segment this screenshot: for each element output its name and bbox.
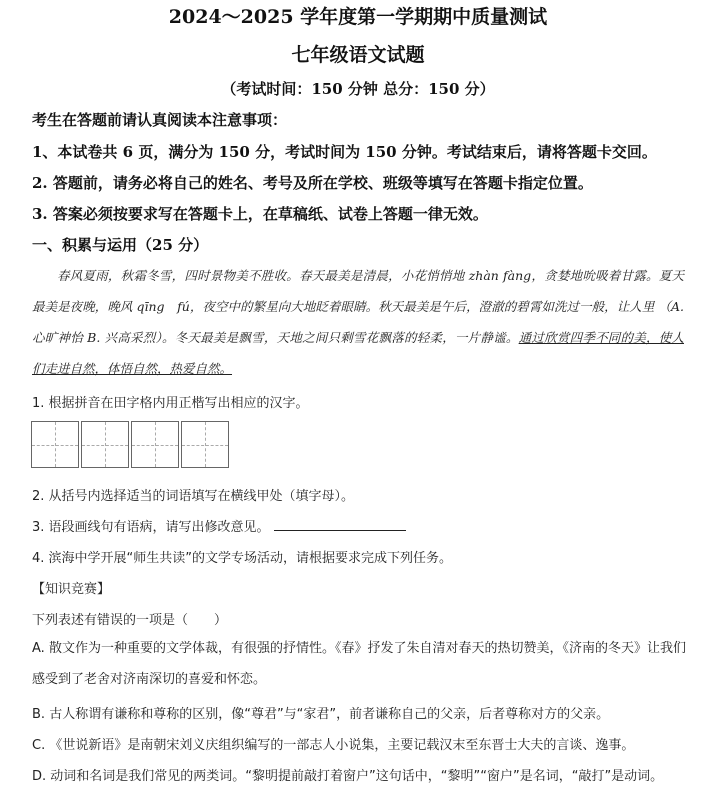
reading-passage (32, 260, 684, 384)
tianzige-cell[interactable] (31, 421, 79, 468)
passage-text: 春风夏雨，秋霜冬雪，四时景物美不胜收。春天最美是清晨，小花悄悄地 zhàn fàng，贪婪地吮吸着甘露。夏天最美是夜晚，晚风 qīng fú，夜空中的繁星向大地眨着眼睛。秋天最美是午后，澄澈的碧霄如洗过一般，让人里 （A. 心旷神怡 B. 兴高采烈）。冬天最美是飘雪，天地之间只剩雪花飘落的轻柔，一片静谧。 (32, 268, 684, 345)
question-1: 1. 根据拼音在田字格内用正楷写出相应的汉字。 (32, 396, 309, 411)
question-2: 2. 从括号内选择适当的词语填写在横线甲处（填字母）。 (32, 489, 355, 504)
option-label: A. (32, 641, 45, 656)
tianzige-cell[interactable] (181, 421, 229, 468)
question-3: 3. 语段画线句有语病，请写出修改意见。 (32, 520, 270, 535)
section-title: 一、积累与运用（25 分） (32, 236, 209, 254)
option-b (32, 699, 687, 730)
answer-blank[interactable] (274, 518, 406, 531)
exam-info: （考试时间：150 分钟 总分：150 分） (221, 80, 495, 98)
option-a (32, 633, 687, 695)
option-d (32, 761, 687, 792)
option-text: 《世说新语》是南朝宋刘义庆组织编写的一部志人小说集，主要记载汉末至东晋士大夫的言谈、逸事。 (49, 738, 635, 753)
grade-title: 七年级语文试题 (291, 44, 425, 66)
option-label: D. (32, 769, 47, 784)
option-text: 动词和名词是我们常见的两类词。“黎明提前敲打着窗户”这句话中，“黎明”“窗户”是名词，“敲打”是动词。 (50, 769, 664, 784)
knowledge-tag: 【知识竞赛】 (32, 582, 111, 597)
option-text: 古人称谓有谦称和尊称的区别，像“尊君”与“家君”，前者谦称自己的父亲，后者尊称对方的父亲。 (49, 707, 610, 722)
tianzige-cell[interactable] (131, 421, 179, 468)
question-4: 4. 滨海中学开展“师生共读”的文学专场活动，请根据要求完成下列任务。 (32, 551, 453, 566)
passage-underlined-sentence: 通过欣赏四季不同的美，使人们走进自然，体悟自然，热爱自然。 (32, 330, 684, 376)
notice-item-2: 2. 答题前，请务必将自己的姓名、考号及所在学校、班级等填写在答题卡指定位置。 (32, 174, 593, 192)
tianzige-cell[interactable] (81, 421, 129, 468)
option-label: C. (32, 738, 46, 753)
tianzige-grid (31, 421, 231, 469)
question-3-row (32, 516, 406, 535)
notice-item-1: 1、本试卷共 6 页，满分为 150 分，考试时间为 150 分钟。考试结束后，请将答题卡交回。 (32, 143, 657, 161)
option-text: 散文作为一种重要的文学体裁，有很强的抒情性。《春》抒发了朱自清对春天的热切赞美，《济南的冬天》让我们感受到了老舍对济南深切的喜爱和怀恋。 (32, 641, 686, 687)
exam-title: 2024～2025 学年度第一学期期中质量测试 (168, 6, 548, 28)
option-c (32, 730, 687, 761)
notice-item-3: 3. 答案必须按要求写在答题卡上，在草稿纸、试卷上答题一律无效。 (32, 205, 488, 223)
option-label: B. (32, 707, 46, 722)
question-prompt: 下列表述有错误的一项是（ ） (32, 613, 228, 628)
notice-heading: 考生在答题前请认真阅读本注意事项： (32, 111, 288, 129)
